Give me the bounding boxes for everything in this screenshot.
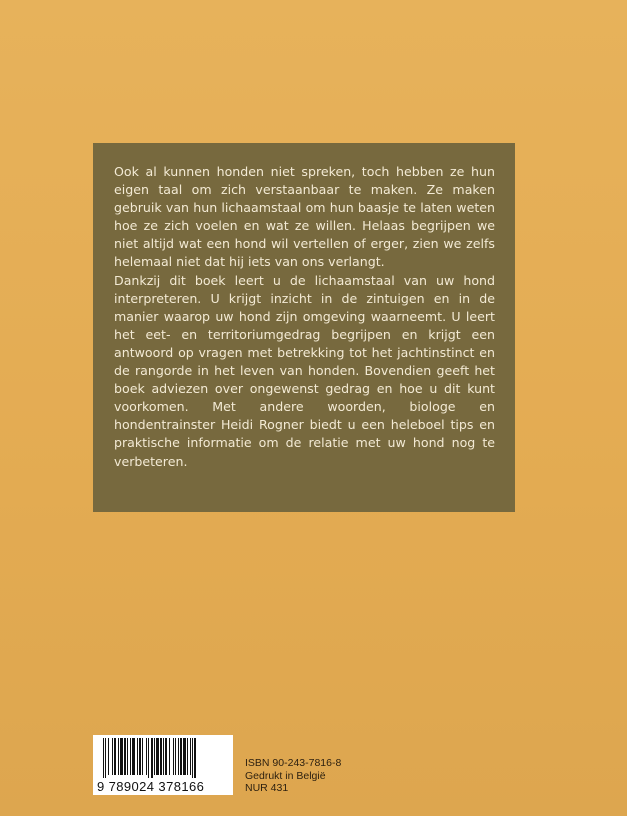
barcode-bar	[132, 738, 135, 775]
barcode-bar	[127, 738, 128, 775]
barcode-bar	[183, 738, 186, 775]
barcode-bar	[156, 738, 159, 775]
barcode-bar	[173, 738, 174, 775]
barcode-bars	[103, 738, 229, 778]
barcode-bar	[190, 738, 191, 775]
barcode-bar	[154, 738, 155, 775]
nur-label: NUR 431	[245, 782, 289, 794]
publication-info	[245, 757, 341, 795]
barcode-bar	[114, 738, 116, 775]
barcode-bar	[151, 738, 153, 778]
barcode-bar	[192, 738, 193, 778]
barcode-bar	[148, 738, 149, 778]
barcode-bar	[108, 738, 109, 775]
blurb-box	[93, 143, 515, 512]
barcode-digits: 9 789024 378166	[97, 779, 205, 794]
barcode-bar	[139, 738, 141, 775]
barcode-bar	[142, 738, 143, 775]
barcode-bar	[163, 738, 164, 775]
barcode-bar	[112, 738, 113, 775]
barcode-bar	[165, 738, 167, 775]
barcode-bar	[160, 738, 162, 775]
barcode-bar	[124, 738, 126, 775]
blurb-paragraph-2: Dankzij dit boek leert u de lichaamstaal van uw hond interpreteren. U krijgt inzicht in de zintuigen en in de manier waarop uw hond zijn omgeving waarneemt. U leert het eet- en territoriumgedrag begrijpen en krijgt een antwoord op vragen met betrekking tot het jachtinstinct en de rangorde in het leven van honden. Bovendien geeft het boek adviezen over ongewenst gedrag en hoe u dit kunt voorkomen. Met andere woorden, biologe en hondentrainster Heidi Rogner biedt u een heleboel tips en praktische informatie om de relatie met uw hond nog te verbeteren.	[114, 272, 495, 469]
barcode-bar	[178, 738, 179, 775]
blurb-paragraph-1: Ook al kunnen honden niet spreken, toch hebben ze hun eigen taal om zich verstaanbaar te maken. Ze maken gebruik van hun lichaamstaal om hun baasje te laten weten hoe ze zich voelen en wat ze willen. Helaas begrijpen we niet altijd wat een hond wil vertellen of erger, zien we zelfs helemaal niet dat hij iets van ons verlangt.	[114, 164, 495, 270]
barcode-bar	[146, 738, 147, 775]
barcode-bar	[120, 738, 123, 775]
barcode-bar	[194, 738, 196, 778]
barcode-bar	[118, 738, 119, 775]
barcode-bar	[187, 738, 188, 775]
barcode-bar	[180, 738, 182, 775]
barcode	[93, 735, 233, 795]
printed-in-label: Gedrukt in België	[245, 769, 326, 782]
barcode-bar	[175, 738, 176, 775]
blurb-text	[114, 163, 495, 471]
barcode-bar	[103, 738, 104, 778]
barcode-bar	[137, 738, 138, 775]
isbn-label: ISBN 90-243-7816-8	[245, 757, 342, 769]
barcode-bar	[169, 738, 170, 775]
barcode-bar	[105, 738, 106, 778]
barcode-bar	[130, 738, 131, 775]
